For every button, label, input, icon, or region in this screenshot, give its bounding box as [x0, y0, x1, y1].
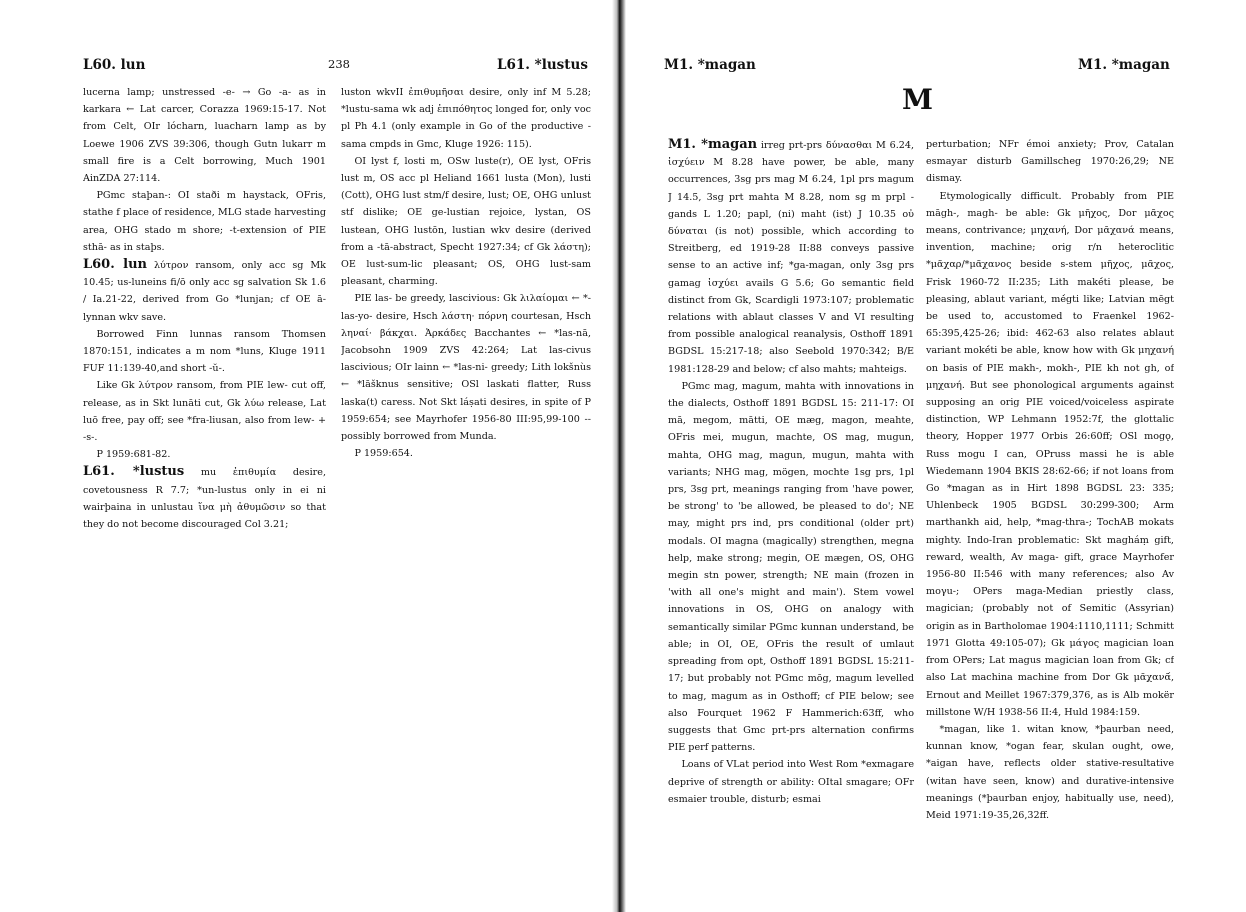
- right-column-2: [926, 136, 1174, 826]
- paragraph-text: *magan, like 1. witan know, *þaurban need, kunnan know, *ogan fear, skulan ought, owe, *aigan have, reflects older stative-resultative (witan have seen, know) and durative-intensive meanings (*þaurban enjoy, habitually use, need), Meid 1971:19-35,26,32ff.: [926, 723, 1174, 821]
- left-page: [0, 0, 612, 912]
- dictionary-entry: [83, 256, 326, 326]
- paragraph-text: Borrowed Finn lunnas ransom Thomsen 1870:151, indicates a m nom *luns, Kluge 1911 FUF 11:139-40,and short -ŭ-.: [83, 328, 326, 375]
- paragraph-text: PGmc staþan-: OI staði m haystack, OFris, stathe f place of residence, MLG stade harvesting area, OHG stado m shore; -t-extension of PIE sthā- as in staþs.: [83, 190, 326, 253]
- paragraph: [341, 445, 591, 462]
- book-gutter: [612, 0, 626, 912]
- paragraph-text: P 1959:654.: [354, 448, 413, 460]
- paragraph: [83, 446, 326, 463]
- dictionary-entry: [668, 136, 914, 378]
- entry-headword: L61. *lustus: [83, 464, 185, 480]
- right-page: [626, 0, 1246, 912]
- section-letter: M: [902, 83, 933, 116]
- paragraph: [926, 188, 1174, 721]
- paragraph-text: Etymologically difficult. Probably from PIE māgh-, magh- be able: Gk μῆχος, Dor μᾶχος means, contrivance; μηχανή, Dor μᾱχανά means, invention, machine; orig r/n heteroclitic *μᾶχαρ/*μᾶχανος beside s-stem μῆχος, μᾶχος, Frisk 1960-72 II:235; Lith makė́ti please, be pleasing, ablaut variant, mė́gti like; Latvian mēgt be used to, accustomed to Fraenkel 1962-65:395,425-26; ibid: 462-63 also relates ablaut variant mokė́ti be able, know how with Gk μηχανή on basis of PIE makh-, mokh-, PIE kh not gh, of μηχανή. But see phonological arguments against supposing an orig PIE voiced/voiceless aspirate distinction, WP Lehmann 1952:7f, the glottalic theory, Hopper 1977 Orbis 26:60ff; OSl mogǫ, Russ mogu I can, OPruss massi he is able Wiedemann 1904 BKIS 28:62-66; if not loans from Go *magan as in Hirt 1898 BGDSL 23: 335; Uhlenbeck 1905 BGDSL 30:299-300; Arm marthankh aid, help, *mag-thra-; TochAB mokats mighty. Indo-Iran problematic: Skt magháṃ gift, reward, wealth, Av maga- gift, grace Mayrhofer 1956-80 II:546 with many references; also Av moγu-; OPers maga-Median priestly class, magician; (probably not of Semitic (Assyrian) origin as in Bartholomae 1904:1110,1111; Schmitt 1971 Glotta 49:105-07); Gk μάγος magician loan from OPers; Lat magus magician loan from Gk; cf also Lat machina machine from Dor Gk μᾱχανᾱ́, Ernout and Meillet 1967:379,376, as is Alb mokër millstone W/H 1938-56 II:4, Huld 1984:159.: [926, 190, 1174, 718]
- paragraph: [83, 187, 326, 256]
- paragraph-text: perturbation; NFr émoi anxiety; Prov, Catalan esmayar disturb Gamillscheg 1970:26,29; NE dismay.: [926, 139, 1174, 185]
- left-column-2: [341, 84, 591, 544]
- left-page-number: 238: [328, 57, 350, 71]
- right-column-1: [668, 136, 914, 826]
- paragraph: [668, 378, 914, 756]
- left-running-head-left: L60. lun: [83, 57, 146, 73]
- paragraph: [926, 721, 1174, 824]
- paragraph-text: P 1959:681-82.: [96, 449, 171, 461]
- right-running-head-right: M1. *magan: [1078, 57, 1170, 73]
- paragraph: [341, 290, 591, 445]
- paragraph: [926, 136, 1174, 188]
- right-running-head-left: M1. *magan: [664, 57, 756, 73]
- paragraph: [83, 326, 326, 378]
- entry-headword: M1. *magan: [668, 137, 758, 152]
- paragraph: [668, 756, 914, 808]
- paragraph-text: Like Gk λύτρον ransom, from PIE lew- cut off, release, as in Skt lunāti cut, Gk λύω release, Lat luō free, pay off; see *fra-liusan, also from lew- + -s-.: [83, 380, 326, 444]
- paragraph-text: Loans of VLat period into West Rom *exmagare deprive of strength or ability: OItal smagare; OFr esmaier trouble, disturb; esmai: [668, 759, 914, 805]
- paragraph: [341, 84, 591, 153]
- paragraph-text: luston wkvII ἐπιθυμῆσαι desire, only inf M 5.28; *lustu-sama wk adj ἐπιπόθητος longed for, only voc pl Ph 4.1 (only example in Go of the productive -sama cmpds in Gmc, Kluge 1926: 115).: [341, 87, 591, 150]
- entry-headword: L60. lun: [83, 257, 148, 273]
- dictionary-entry: [83, 463, 326, 533]
- paragraph-text: PIE las- be greedy, lascivious: Gk λιλαίομαι ← *-las-yo- desire, Hsch λάστη· πόρνη courtesan, Hsch ληναί· βάκχαι. Ἀρκάδες Bacchantes ← *las-nā, Jacobsohn 1909 ZVS 42:264; Lat las-civus lascivious; OIr lainn ← *las-ni- greedy; Lith lokšnùs ← *lāšknus sensitive; OSl laskati flatter, Russ laska(t) caress. Not Skt láṣati desires, in spite of P 1959:654; see Mayrhofer 1956-80 III:95,99-100 -- possibly borrowed from Munda.: [341, 293, 591, 443]
- paragraph: [341, 153, 591, 291]
- paragraph: [83, 377, 326, 446]
- paragraph-text: mu ἐπιθυμία desire, covetousness R 7.7; *un-lustus only in ei ni wairþaina in unlustau ἵνα μὴ ἀθυμῶσιν so that they do not become discouraged Col 3.21;: [83, 467, 326, 531]
- paragraph: [83, 84, 326, 187]
- paragraph-text: PGmc mag, magum, mahta with innovations in the dialects, Osthoff 1891 BGDSL 15: 211-17: OI mā, megom, mātti, OE mæg, magon, meahte, OFris mei, mugun, machte, OS mag, mugun, mahta, OHG mag, magun, mugun, mahta with variants; NHG mag, mögen, mochte 1sg prs, 1pl prs, 3sg prt, meanings ranging from 'have power, be strong' to 'be allowed, be pleased to do'; NE may, might prs ind, prs conditional (older prt) modals. OI magna (magically) strengthen, megna help, make strong; megin, OE mægen, OS, OHG megin stn power, strength; NE main (frozen in 'with all one's might and main'). Stem vowel innovations in OS, OHG on analogy with semantically similar PGmc kunnan understand, be able; in OI, OE, OFris the result of umlaut spreading from opt, Osthoff 1891 BGDSL 15:211-17; but probably not PGmc mōg, magum levelled to mag, magum as in Osthoff; cf PIE below; see also Fourquet 1962 F Hammerich:63ff, who suggests that Gmc prt-prs alternation confirms PIE perf patterns.: [668, 380, 914, 754]
- left-column-1: [83, 84, 326, 544]
- paragraph-text: OI lyst f, losti m, OSw luste(r), OE lyst, OFris lust m, OS acc pl Heliand 1661 lusta (Mon), lusti (Cott), OHG lust stm/f desire, lust; OE, OHG unlust stf dislike; OE ge-lustian rejoice, lystan, OS lustean, OHG lustōn, lustian wkv desire (derived from a -tā-abstract, Specht 1927:34; cf Gk λάστη); OE lust-sum-lic pleasant; OS, OHG lust-sam pleasant, charming.: [341, 155, 591, 288]
- paragraph-text: irreg prt-prs δύνασθαι M 6.24, ἰσχύειν M 8.28 have power, be able, many occurrences, 3sg prs mag M 6.24, 1pl prs magum J 14.5, 3sg prt mahta M 8.28, nom sg m prpl -gands L 1.20; papl, (ni) maht (ist) J 10.35 οὐ δύναται (is not) possible, which according to Streitberg, ed 1919-28 II:88 conveys passive sense to an active inf; *ga-magan, only 3sg prs gamag ἰσχύει avails G 5.6; Go semantic field distinct from Gk, Scardigli 1973:107; problematic relations with ablaut classes V and VI resulting from possible analogical reanalysis, Osthoff 1891 BGDSL 15:217-18; also Seebold 1970:342; B/E 1981:128-29 and below; cf also mahts; mahteigs.: [668, 140, 914, 375]
- left-running-head-right: L61. *lustus: [497, 57, 588, 73]
- paragraph-text: lucerna lamp; unstressed -e- → Go -a- as in karkara ← Lat carcer, Corazza 1969:15-17. Not from Celt, OIr lócharn, luacharn lamp as by Loewe 1906 ZVS 39:306, though Gutn lukarr m small fire is a Celt borrowing, Much 1901 AinZDA 27:114.: [83, 87, 326, 185]
- paragraph-text: λύτρον ransom, only acc sg Mk 10.45; us-luneins fi/ō only acc sg salvation Sk 1.6 / Ia.21-22, derived from Go *lunjan; cf OE ā-lynnan wkv save.: [83, 260, 326, 323]
